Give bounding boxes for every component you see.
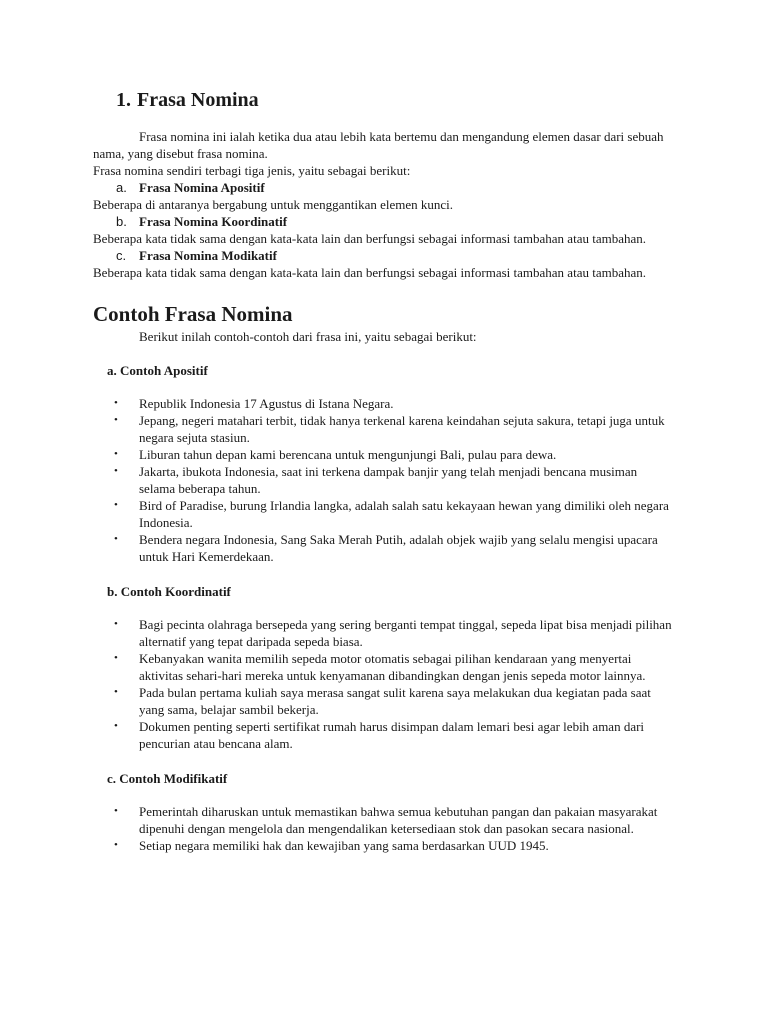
document-body [93,86,674,854]
intro-paragraph: Frasa nomina ini ialah ketika dua atau lebih kata bertemu dan mengandung elemen dasar dari sebuah nama, yang disebut frasa nomina. [93,129,664,161]
bullet-icon: • [114,397,118,409]
bullet-icon: • [114,652,118,664]
bullet-icon: • [114,465,118,477]
list-item: • Liburan tahun depan kami berencana untuk mengunjungi Bali, pulau para dewa. [114,447,557,462]
group-heading-koordinatif: b. Contoh Koordinatif [107,584,231,599]
bullet-icon: • [114,839,118,851]
item-description: Beberapa kata tidak sama dengan kata-kata lain dan berfungsi sebagai informasi tambahan atau tambahan. [93,231,646,246]
item-description: Beberapa kata tidak sama dengan kata-kata lain dan berfungsi sebagai informasi tambahan atau tambahan. [93,265,646,280]
list-item: • Republik Indonesia 17 Agustus di Istana Negara. [114,396,394,411]
bullet-list-modifikatif [93,803,674,854]
list-item: • Bendera negara Indonesia, Sang Saka Merah Putih, adalah objek wajib yang selalu mengisi upacara untuk Hari Kemerdekaan. [114,532,658,564]
item-description: Beberapa di antaranya bergabung untuk menggantikan elemen kunci. [93,197,454,212]
bullet-icon: • [114,533,118,545]
item-title: Frasa Nomina Koordinatif [139,214,288,229]
contoh-intro: Berikut inilah contoh-contoh dari frasa ini, yaitu sebagai berikut: [139,329,477,344]
bullet-icon: • [114,686,118,698]
item-letter: c. [116,248,127,263]
bullet-icon: • [114,414,118,426]
list-item: • Dokumen penting seperti sertifikat rumah harus disimpan dalam lemari besi agar lebih aman dari pencurian atau bencana alam. [114,719,645,751]
bullet-icon: • [114,805,118,817]
list-item: • Jakarta, ibukota Indonesia, saat ini terkena dampak banjir yang telah menjadi bencana musiman selama beberapa tahun. [114,464,638,496]
list-item: • Jepang, negeri matahari terbit, tidak hanya terkenal karena keindahan sejuta sakura, tetapi juga untuk negara sejuta stasiun. [114,413,665,445]
list-item: • Kebanyakan wanita memilih sepeda motor otomatis sebagai pilihan kendaraan yang menyertai aktivitas sehari-hari mereka untuk kenyamanan dibandingkan dengan jenis sepeda motor lainnya. [114,651,646,683]
type-item-koordinatif [93,213,674,247]
types-paragraph: Frasa nomina sendiri terbagi tiga jenis, yaitu sebagai berikut: [93,163,411,178]
list-item: • Bagi pecinta olahraga bersepeda yang sering berganti tempat tinggal, sepeda lipat bisa menjadi pilihan alternatif yang tepat daripada sepeda biasa. [114,617,672,649]
bullet-icon: • [114,720,118,732]
section-title: Frasa Nomina [137,89,259,111]
section-heading-contoh: Contoh Frasa Nomina [93,302,293,326]
section-number: 1. [116,89,131,111]
group-heading-modifikatif: c. Contoh Modifikatif [107,771,228,786]
bullet-list-koordinatif [93,616,674,752]
bullet-list-apositif [93,395,674,565]
section-heading-frasa-nomina [116,86,674,114]
bullet-icon: • [114,618,118,630]
list-item: • Setiap negara memiliki hak dan kewajiban yang sama berdasarkan UUD 1945. [114,838,549,853]
item-title: Frasa Nomina Modikatif [139,248,277,263]
bullet-icon: • [114,499,118,511]
type-item-apositif [93,179,674,213]
item-letter: b. [116,214,127,229]
type-item-modikatif [93,247,674,281]
item-title: Frasa Nomina Apositif [139,180,265,195]
bullet-icon: • [114,448,118,460]
item-letter: a. [116,180,127,195]
list-item: • Bird of Paradise, burung Irlandia langka, adalah salah satu kekayaan hewan yang dimiliki oleh negara Indonesia. [114,498,669,530]
group-heading-apositif: a. Contoh Apositif [107,363,208,378]
list-item: • Pemerintah diharuskan untuk memastikan bahwa semua kebutuhan pangan dan pakaian masyarakat dipenuhi dengan mengelola dan mengendalikan ketersediaan stok dan pasokan secara nasional. [114,804,658,836]
list-item: • Pada bulan pertama kuliah saya merasa sangat sulit karena saya melakukan dua kegiatan pada saat yang sama, belajar sambil bekerja. [114,685,651,717]
